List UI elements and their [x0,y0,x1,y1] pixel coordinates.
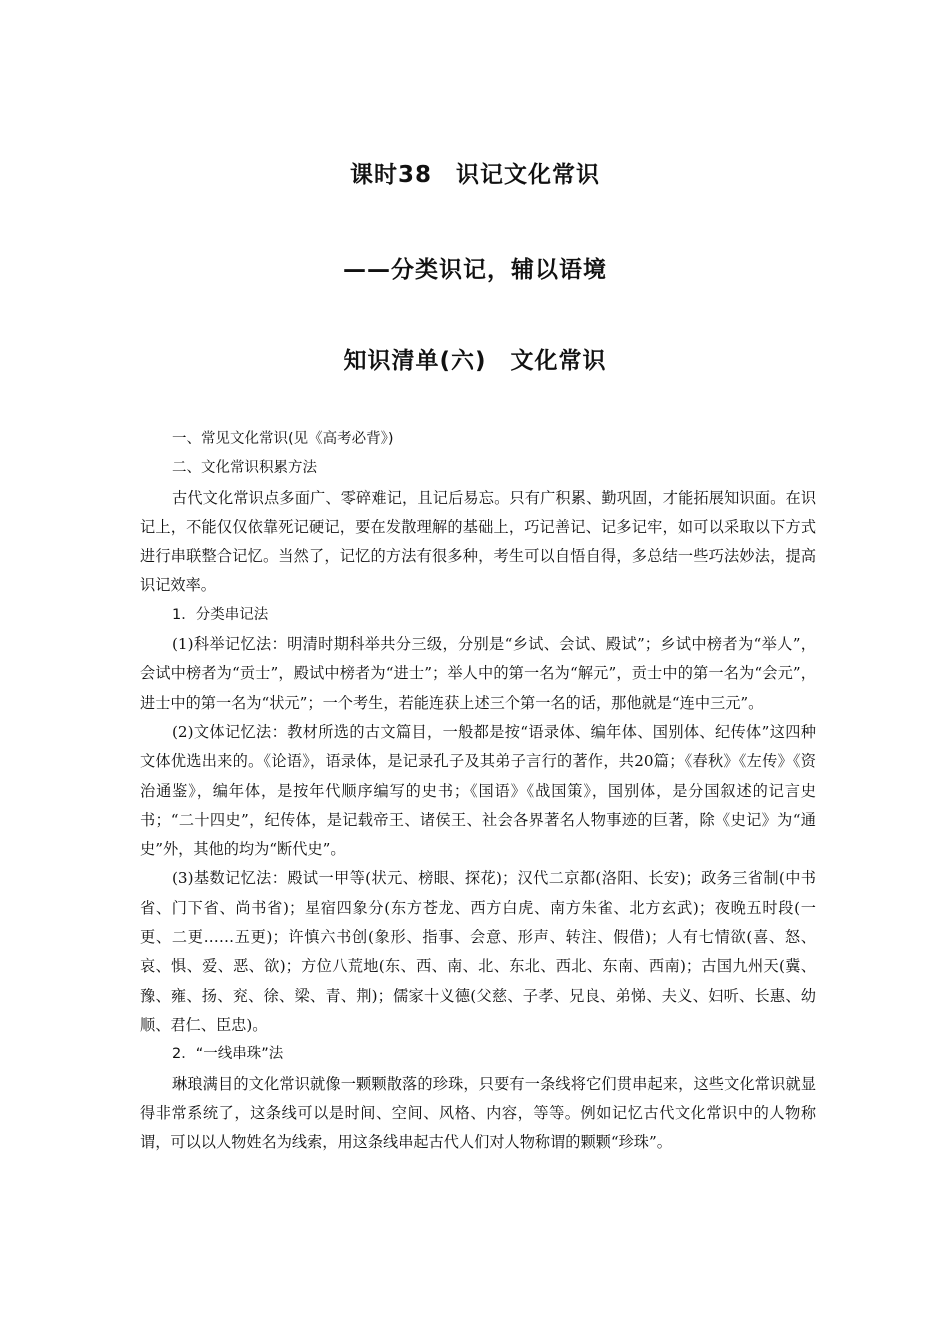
method1-keju-paragraph: (1)科举记忆法：明清时期科举共分三级，分别是“乡试、会试、殿试”；乡试中榜者为“举人”，会试中榜者为“贡士”，殿试中榜者为“进士”；举人中的第一名为“解元”，贡士中的第一名为“会元”，进士中的第一名为“状元”；一个考生，若能连获上述三个第一名的话，那他就是“连中三元”。 [140,635,816,712]
method1-jishu-paragraph: (3)基数记忆法：殿试一甲等(状元、榜眼、探花)；汉代二京都(洛阳、长安)；政务三省制(中书省、门下省、尚书省)；星宿四象分(东方苍龙、西方白虎、南方朱雀、北方玄武)；夜晚五时段(一更、二更……五更)；许慎六书创(象形、指事、会意、形声、转注、假借)；人有七情欲(喜、怒、哀、惧、爱、恶、欲)；方位八荒地(东、西、南、北、东北、西北、东南、西南)；古国九州天(冀、豫、雍、扬、兖、徐、梁、青、荆)；儒家十义德(父慈、子孝、兄良、弟悌、夫义、妇听、长惠、幼顺、君仁、臣忠)。 [140,869,816,1034]
heading-accumulation-methods: 二、文化常识积累方法 [172,460,317,477]
method2-paragraph: 琳琅满目的文化常识就像一颗颗散落的珍珠，只要有一条线将它们贯串起来，这些文化常识就显得非常系统了，这条线可以是时间、空间、风格、内容，等等。例如记忆古代文化常识中的人物称谓，可以以人物姓名为线索，用这条线串起古代人们对人物称谓的颗颗“珍珠”。 [140,1074,816,1152]
method1-wenti-paragraph: (2)文体记忆法：教材所选的古文篇目，一般都是按“语录体、编年体、国别体、纪传体”这四种文体优选出来的。《论语》，语录体，是记录孔子及其弟子言行的著作，共20篇；《春秋》《左传》《资治通鉴》，编年体，是按年代顺序编写的史书；《国语》《战国策》，国别体，是分国叙述的记言史书；“二十四史”，纪传体，是记载帝王、诸侯王、社会各界著名人物事迹的巨著，除《史记》为“通史”外，其他的均为“断代史”。 [140,722,816,859]
method1-heading: 1．分类串记法 [172,606,269,623]
lesson-subtitle: ——分类识记，辅以语境 [343,257,607,283]
heading-common-knowledge: 一、常见文化常识(见《高考必背》) [172,431,394,447]
lesson-title: 课时38 识记文化常识 [349,162,600,188]
document-body [140,425,816,1157]
section-title: 知识清单(六) 文化常识 [343,348,607,374]
intro-paragraph: 古代文化常识点多面广、零碎难记，且记后易忘。只有广积累、勤巩固，才能拓展知识面。在识记上，不能仅仅依靠死记硬记，要在发散理解的基础上，巧记善记、记多记牢，如可以采取以下方式进行串联整合记忆。当然了，记忆的方法有很多种，考生可以自悟自得，多总结一些巧法妙法，提高识记效率。 [140,488,816,595]
method2-heading: 2．“一线串珠”法 [172,1046,284,1063]
